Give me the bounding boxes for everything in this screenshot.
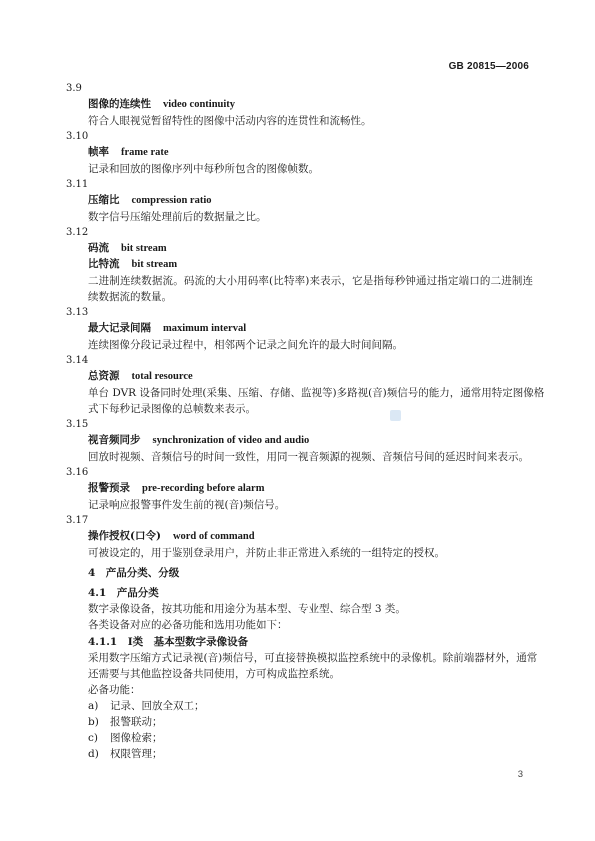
- term-heading: [88, 193, 212, 208]
- section-heading: 4 产品分类、分级: [88, 567, 180, 579]
- list-text: 图像检索；: [110, 732, 163, 744]
- term-zh: 总资源: [88, 370, 120, 382]
- body-text: 单台 DVR 设备同时处理(采集、压缩、存储、监视等)多路视(音)频信号的能力，通常用特定图像格: [88, 387, 545, 399]
- term-zh: 帧率: [88, 146, 109, 158]
- term-zh: 压缩比: [88, 194, 120, 206]
- list-item: [88, 715, 163, 729]
- body-text: 回放时视频、音频信号的时间一致性，用同一视音频源的视频、音频信号间的延迟时间来表示。: [88, 451, 529, 463]
- body-text: 符合人眼视觉暂留特性的图像中活动内容的连贯性和流畅性。: [88, 115, 372, 127]
- term-en: synchronization of video and audio: [152, 435, 310, 446]
- term-heading: [88, 369, 193, 384]
- standard-number: GB 20815—2006: [448, 61, 529, 72]
- section-heading: 4.1 产品分类: [88, 587, 159, 599]
- clause-number: 3.10: [66, 131, 89, 142]
- term-zh: 图像的连续性: [88, 98, 151, 110]
- term-zh: 比特流: [88, 258, 120, 270]
- body-text: 各类设备对应的必备功能和选用功能如下：: [88, 619, 288, 631]
- body-text: 记录响应报警事件发生前的视(音)频信号。: [88, 499, 286, 511]
- clause-number: 3.16: [66, 467, 89, 478]
- term-heading: [88, 241, 167, 256]
- term-zh: 视音频同步: [88, 434, 141, 446]
- list-label: b): [88, 716, 99, 728]
- body-text: 记录和回放的图像序列中每秒所包含的图像帧数。: [88, 163, 319, 175]
- clause-number: 3.14: [66, 355, 89, 366]
- term-heading: [88, 97, 235, 112]
- body-text: 续数据流的数量。: [88, 291, 172, 303]
- term-zh: 码流: [88, 242, 109, 254]
- term-heading: [88, 257, 177, 272]
- term-zh: 报警预录: [88, 482, 130, 494]
- body-text: 数字录像设备，按其功能和用途分为基本型、专业型、综合型 3 类。: [88, 603, 406, 615]
- term-en: bit stream: [121, 243, 167, 254]
- clause-number: 3.15: [66, 419, 89, 430]
- clause-number: 3.12: [66, 227, 89, 238]
- term-en: frame rate: [121, 147, 169, 158]
- body-text: 连续图像分段记录过程中，相邻两个记录之间允许的最大时间间隔。: [88, 339, 403, 351]
- term-zh: 操作授权(口令): [88, 530, 161, 542]
- section-heading: 4.1.1 Ⅰ类 基本型数字录像设备: [88, 636, 249, 648]
- body-text: 可被设定的，用于鉴别登录用户，并防止非正常进入系统的一组特定的授权。: [88, 547, 445, 559]
- list-text: 报警联动；: [110, 716, 163, 728]
- list-label: c): [88, 732, 98, 744]
- clause-number: 3.11: [66, 179, 89, 190]
- clause-number: 3.13: [66, 307, 89, 318]
- term-en: maximum interval: [163, 323, 247, 334]
- list-item: [88, 699, 205, 713]
- term-en: video continuity: [163, 99, 236, 110]
- watermark-icon: [390, 410, 401, 421]
- page-number: 3: [517, 769, 523, 780]
- list-text: 权限管理；: [110, 748, 163, 760]
- term-heading: [88, 433, 309, 448]
- term-heading: [88, 145, 169, 160]
- term-en: total resource: [131, 371, 193, 382]
- term-heading: [88, 321, 246, 336]
- term-en: pre-recording before alarm: [142, 483, 265, 494]
- body-text: 二进制连续数据流。码流的大小用码率(比特率)来表示，它是指每秒钟通过指定端口的二进制连: [88, 275, 533, 287]
- list-text: 记录、回放全双工；: [110, 700, 205, 712]
- list-item: [88, 731, 163, 745]
- list-label: d): [88, 748, 99, 760]
- list-label: a): [88, 700, 99, 712]
- term-en: bit stream: [131, 259, 178, 270]
- body-text: 数字信号压缩处理前后的数据量之比。: [88, 211, 267, 223]
- list-item: [88, 747, 163, 761]
- body-text: 必备功能：: [88, 684, 141, 696]
- term-heading: [88, 481, 264, 496]
- body-text: 还需要与其他监控设备共同使用，方可构成监控系统。: [88, 668, 340, 680]
- clause-number: 3.9: [66, 83, 82, 94]
- term-heading: [88, 529, 255, 544]
- term-en: compression ratio: [131, 195, 212, 206]
- body-text: 采用数字压缩方式记录视(音)频信号，可直接替换模拟监控系统中的录像机。除前端器材外，通常: [88, 652, 538, 664]
- body-text: 式下每秒记录图像的总帧数来表示。: [88, 403, 256, 415]
- term-en: word of command: [172, 531, 255, 542]
- term-zh: 最大记录间隔: [88, 322, 151, 334]
- clause-number: 3.17: [66, 515, 89, 526]
